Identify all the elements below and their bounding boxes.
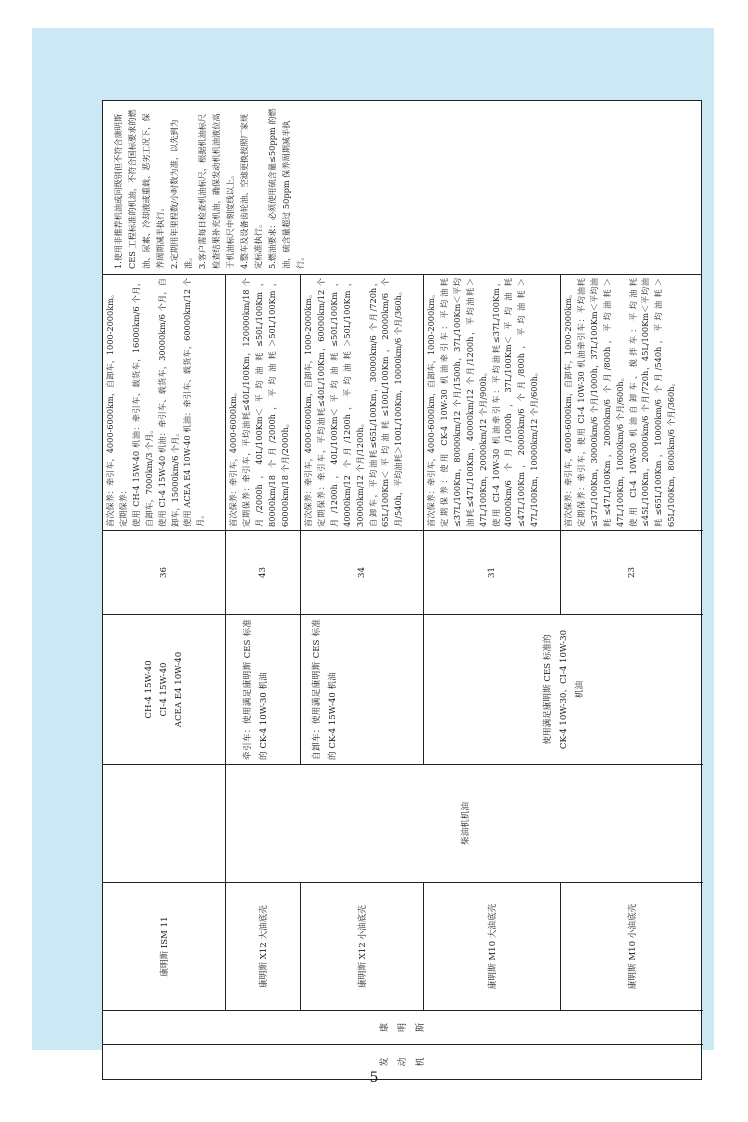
schedule-cell-ism11: 首次保养：牵引车，4000-6000km，自卸车，1000-2000km。 定期保养： 使用 CH-4 15W-40 机油：牵引车、载货车，16000km/6 个月，自卸车，7000km/3 个月。 使用 CI-4 15W-40 机油：牵引车、载货车，30000km/6 个月，自卸车，15000km/6 个月。 使用 ACEA E4 10W-40 机油：牵引车、载货车，60000km/12 个月。 [103,275,225,531]
model-cell-m10-small: 康明斯 M10 小油底壳 [560,883,703,1011]
schedule-cell-m10-small: 首次保养：牵引车，4000-6000km，自卸车，1000-2000km。 定期保养：牵引车，使用 CI-4 10W-30 机油牵引车：平均油耗≤37L/100Km，30000km/6 个月/1000h，37L/100Km＜平均油耗≤47L/100Km，20000km/6 个月/800h，平均油耗＞47L/100Km，10000km/6 个月/600h。 使用 CI-4 10W-30 机油自卸车、搅拌车：平均油耗≤45L/100Km，20000km/6 个月/720h，45L/100Km＜平均油耗≤65L/100Km，10000km/6 个月/540h，平均油耗＞65L/100Km，8000km/6 个月/360h。 [560,275,703,531]
schedule-cell-x12-large: 首次保养：牵引车，4000-6000km。 定期保养：牵引车，平均油耗≤40L/100Km，120000km/18 个月/2000h，40L/100Km＜平均油耗≤50L/100Km，80000km/18 个月/2000h，平均油耗＞50L/100Km，60000km/18 个月/2000h。 [225,275,300,531]
page-panel [32,28,714,1067]
brand-cell [103,1011,703,1045]
brand-label: 康 明 斯 [380,1023,426,1033]
category-label: 发 动 机 [380,1057,426,1067]
number-cell-x12-small: 34 [300,531,423,615]
number-cell-x12-large: 43 [225,531,300,615]
model-cell-x12-small: 康明斯 X12 小油底壳 [300,883,423,1011]
notes-cell: 1.使用非推荐机油或同级别但不符合康明斯 CES 工程标准的机油，不符合国标要求的燃油、尿素、冷却液或重载、恶劣工况下，保养周期减半执行。 2.定期用年里程数/小时数为准，以先到为准。 3.客户需每日检查机油标尺，根据机油标尺检查结果补充机油，确保发动机机油液位高于机油标尺中刻度线以上。 4.整车及设备齿轮油、空滤更换按照厂家规定标准执行。 5.燃油要求：必须使用硫含量≤50ppm 的燃油，硫含量超过 50ppm 保养周期减半执行。 [103,101,701,275]
oil-spec-cell-x12-small: 自卸车：使用满足康明斯 CES 标准的 CK-4 15W-40 机油 [300,615,423,765]
number-cell-m10-small: 23 [560,531,703,615]
model-cell-m10-large: 康明斯 M10 大油底壳 [423,883,560,1011]
model-cell-ism11: 康明斯 ISM 11 [103,883,225,1011]
schedule-cell-x12-small: 首次保养：牵引车，4000-6000km，自卸车，1000-2000km。 定期保养：牵引车，平均油耗≤40L/100Km，60000km/12 个月/1200h，40L/100Km＜平均油耗≤50L/100Km，40000km/12 个月/1200h，平均油耗＞50L/100Km，30000km/12 个月/1200h。 自卸车，平均油耗≤65L/100Km，30000km/6 个月/720h，65L/100Km＜平均油耗≤100L/100Km，20000km/6 个月/540h，平均油耗＞100L/100Km，10000km/6 个月/360h。 [300,275,423,531]
page-number: 5 [369,1070,379,1086]
oil-spec-cell-x12-large: 牵引车：使用满足康明斯 CES 标准的 CK-4 10W-30 机油 [225,615,300,765]
maintenance-table [102,100,702,1080]
oil-spec-cell-ism11: CH-4 15W-40 CI-4 15W-40 ACEA E4 10W-40 [103,615,225,765]
oil-type-empty-cell [103,765,225,883]
oil-spec-cell-m10: 使用满足康明斯 CES 标准的 CK-4 10W-30、CI-4 10W-30 机油 [423,615,703,765]
model-cell-x12-large: 康明斯 X12 大油底壳 [225,883,300,1011]
number-cell-m10-large: 31 [423,531,560,615]
schedule-cell-m10-large: 首次保养：牵引车，4000-6000km，自卸车，1000-2000km。 定期保养：使用 CK-4 10W-30 机油牵引车：平均油耗≤37L/100Km，80000km/12 个月/1500h，37L/100Km＜平均油耗≤47L/100Km，40000km/12 个月/1200h，平均油耗＞47L/100Km，20000km/12 个月/900h。 使用 CI-4 10W-30 机油牵引车：平均油耗≤37L/100Km，40000km/6 个月/1000h，37L/100Km＜平均油耗≤47L/100Km，20000km/6 个月/800h，平均油耗＞47L/100Km，10000km/12 个月/600h。 [423,275,560,531]
number-cell-ism11: 36 [103,531,225,615]
oil-type-cell: 柴油机机油 [225,765,703,883]
